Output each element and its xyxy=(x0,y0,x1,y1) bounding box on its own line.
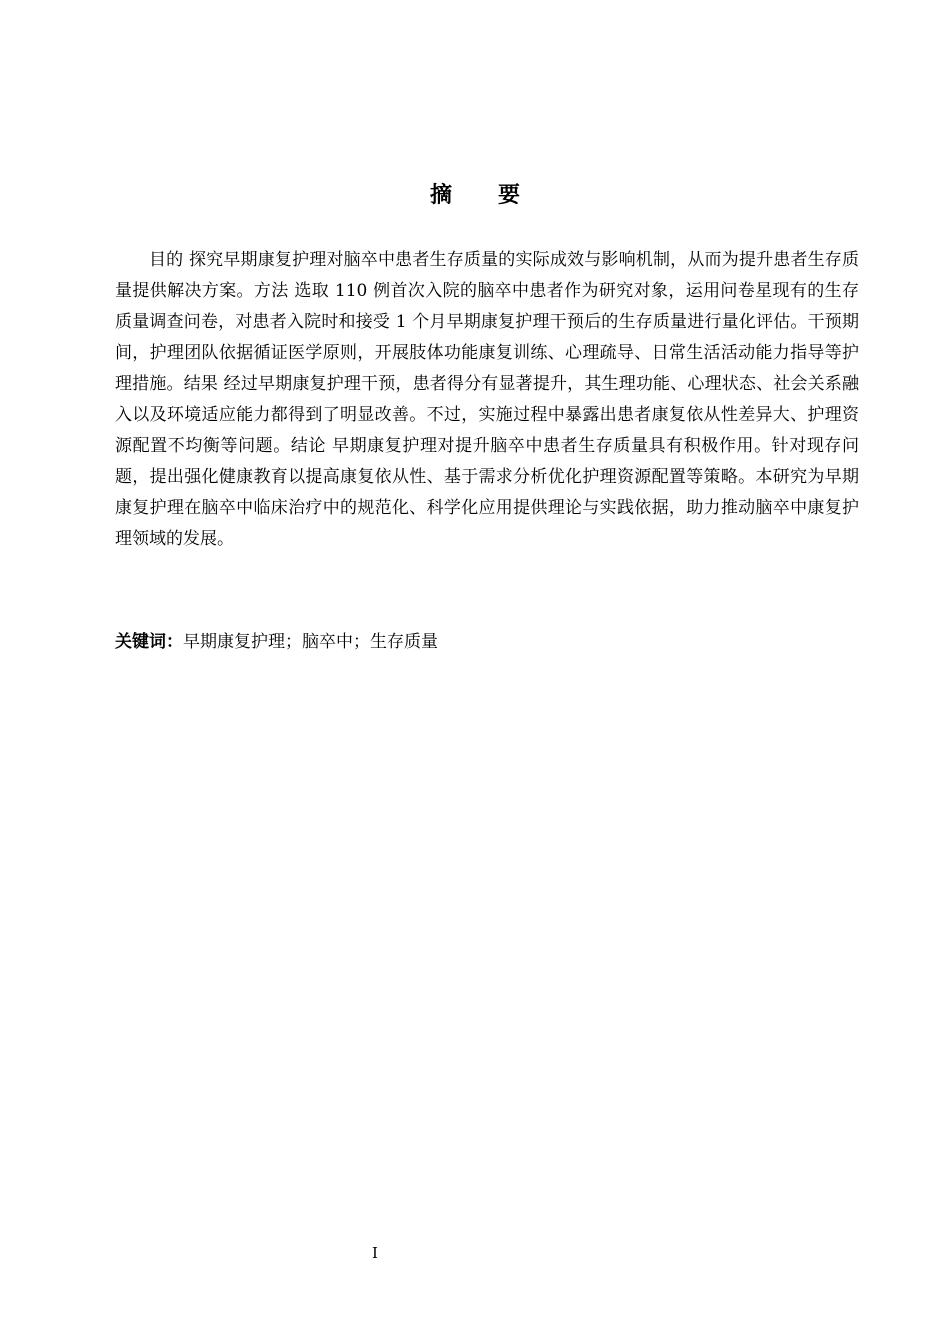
abstract-paragraph: 目的 探究早期康复护理对脑卒中患者生存质量的实际成效与影响机制，从而为提升患者生存质量提供解决方案。方法 选取 110 例首次入院的脑卒中患者作为研究对象，运用问卷星现有的生存质量调查问卷，对患者入院时和接受 1 个月早期康复护理干预后的生存质量进行量化评估。干预期间，护理团队依据循证医学原则，开展肢体功能康复训练、心理疏导、日常生活活动能力指导等护理措施。结果 经过早期康复护理干预，患者得分有显著提升，其生理功能、心理状态、社会关系融入以及环境适应能力都得到了明显改善。不过，实施过程中暴露出患者康复依从性差异大、护理资源配置不均衡等问题。结论 早期康复护理对提升脑卒中患者生存质量具有积极作用。针对现存问题，提出强化健康教育以提高康复依从性、基于需求分析优化护理资源配置等策略。本研究为早期康复护理在脑卒中临床治疗中的规范化、科学化应用提供理论与实践依据，助力推动脑卒中康复护理领域的发展。 xyxy=(115,250,859,549)
abstract-title-char-2: 要 xyxy=(498,183,521,208)
abstract-title-char-1: 摘 xyxy=(429,183,452,208)
keywords-line xyxy=(115,627,859,658)
page-number: I xyxy=(372,1244,378,1262)
keywords-label: 关键词： xyxy=(115,632,183,652)
abstract-body xyxy=(115,245,859,555)
abstract-title xyxy=(0,178,950,209)
keywords-value: 早期康复护理；脑卒中；生存质量 xyxy=(183,632,438,652)
